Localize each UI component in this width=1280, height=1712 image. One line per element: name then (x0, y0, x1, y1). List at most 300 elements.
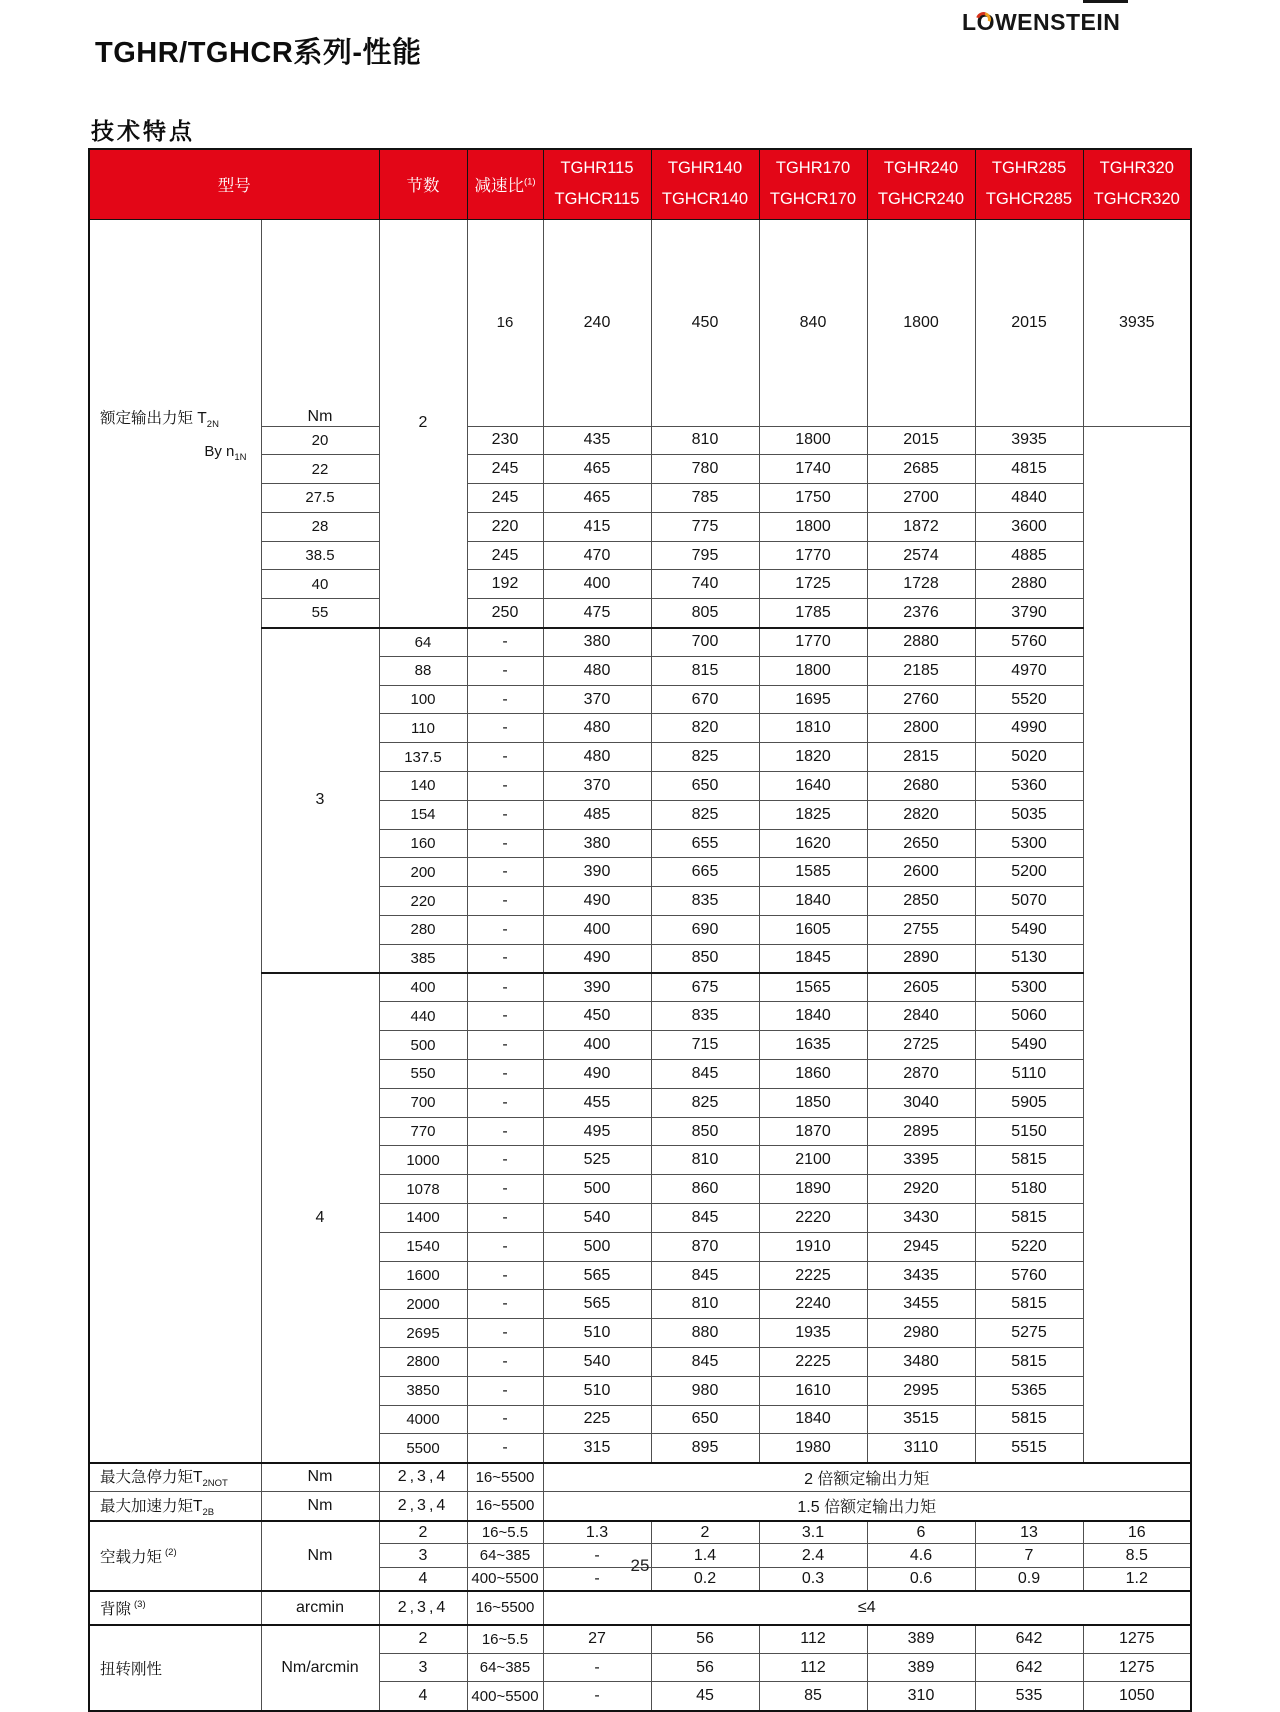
torque-value-cell: - (467, 772, 543, 801)
torque-value-cell: 5130 (975, 944, 1083, 973)
torque-value-cell: 1800 (759, 656, 867, 685)
torque-value-cell: 780 (651, 455, 759, 484)
torque-value-cell: 475 (543, 599, 651, 628)
sections-cell: 2,3,4 (379, 1463, 467, 1492)
merged-value-cell: ≤4 (543, 1591, 1191, 1625)
model-column-header-tghr285 (975, 149, 1083, 219)
torque-value-cell: 1750 (759, 484, 867, 513)
reduction-ratio-cell: 40 (261, 570, 379, 599)
reduction-ratio-cell: 38.5 (261, 541, 379, 570)
torque-value-cell: 1860 (759, 1060, 867, 1089)
reduction-ratio-cell: 770 (379, 1117, 467, 1146)
torque-value-cell: 775 (651, 512, 759, 541)
torque-value-cell: 1610 (759, 1376, 867, 1405)
sections-cell: 3 (379, 1653, 467, 1682)
value-cell: 56 (651, 1625, 759, 1654)
logo-letter-o (977, 9, 995, 36)
torque-value-cell: - (467, 1319, 543, 1348)
max-estop-torque-row (89, 1463, 1191, 1492)
merged-value-cell: 2 倍额定输出力矩 (543, 1463, 1191, 1492)
torque-value-cell: 655 (651, 829, 759, 858)
value-cell: 642 (975, 1653, 1083, 1682)
torque-value-cell: 1725 (759, 570, 867, 599)
torque-value-cell: 2185 (867, 656, 975, 685)
value-cell: 1050 (1083, 1682, 1191, 1711)
value-cell: 7 (975, 1544, 1083, 1567)
torque-value-cell: 380 (543, 829, 651, 858)
value-cell: 85 (759, 1682, 867, 1711)
torque-value-cell: 2945 (867, 1232, 975, 1261)
torque-value-cell: 2895 (867, 1117, 975, 1146)
value-cell: 6 (867, 1521, 975, 1544)
torque-value-cell: 2850 (867, 887, 975, 916)
torque-value-cell: 4840 (975, 484, 1083, 513)
torque-value-cell: 2755 (867, 916, 975, 945)
model-top-label: TGHR240 (883, 159, 959, 178)
torque-value-cell: 2240 (759, 1290, 867, 1319)
torque-value-cell: 3480 (867, 1348, 975, 1377)
torque-value-cell: 2225 (759, 1261, 867, 1290)
torque-value-cell: - (467, 858, 543, 887)
torque-value-cell: - (467, 973, 543, 1002)
torque-value-cell: 5300 (975, 973, 1083, 1002)
torque-value-cell: 1872 (867, 512, 975, 541)
torque-value-cell: 540 (543, 1348, 651, 1377)
torque-value-cell: - (467, 944, 543, 973)
torque-value-cell: 480 (543, 743, 651, 772)
value-cell: 1.2 (1083, 1567, 1191, 1590)
torque-value-cell: 835 (651, 1002, 759, 1031)
torque-value-cell: - (467, 1348, 543, 1377)
row-label-cell: 扭转刚性 (89, 1625, 261, 1711)
torque-value-cell: - (467, 800, 543, 829)
torque-value-cell: 1840 (759, 887, 867, 916)
torque-value-cell: 810 (651, 1146, 759, 1175)
reduction-ratio-cell: 3850 (379, 1376, 467, 1405)
torque-value-cell: 5815 (975, 1405, 1083, 1434)
torque-value-cell: 3395 (867, 1146, 975, 1175)
torque-value-cell: 2980 (867, 1319, 975, 1348)
sections-cell: 2,3,4 (379, 1492, 467, 1521)
torque-value-cell: 370 (543, 685, 651, 714)
torque-value-cell: 230 (467, 426, 543, 455)
torque-value-cell: 435 (543, 426, 651, 455)
reduction-ratio-cell: 500 (379, 1031, 467, 1060)
reduction-ratio-cell: 100 (379, 685, 467, 714)
torque-value-cell: 850 (651, 1117, 759, 1146)
unit-cell: Nm/arcmin (261, 1625, 379, 1711)
torque-value-cell: 450 (543, 1002, 651, 1031)
torque-value-cell: 465 (543, 455, 651, 484)
torque-value-cell: - (467, 1405, 543, 1434)
torque-value-cell: - (467, 743, 543, 772)
torque-value-cell: 500 (543, 1175, 651, 1204)
torque-value-cell: 2685 (867, 455, 975, 484)
value-cell: 2 (651, 1521, 759, 1544)
model-column-header-tghr320 (1083, 149, 1191, 219)
reduction-ratio-cell: 1400 (379, 1204, 467, 1233)
torque-value-cell: - (467, 1204, 543, 1233)
label-subscript: 2B (202, 1506, 215, 1518)
torque-value-cell: 5365 (975, 1376, 1083, 1405)
reduction-ratio-cell: 550 (379, 1060, 467, 1089)
value-cell: 112 (759, 1653, 867, 1682)
reduction-ratio-cell: 88 (379, 656, 467, 685)
torque-value-cell: 1728 (867, 570, 975, 599)
torque-value-cell: 820 (651, 714, 759, 743)
ratio-range-cell: 16~5500 (467, 1463, 543, 1492)
torque-value-cell: 490 (543, 944, 651, 973)
model-top-label: TGHR285 (991, 159, 1067, 178)
torque-value-cell: 2605 (867, 973, 975, 1002)
torque-value-cell: 2820 (867, 800, 975, 829)
torque-value-cell: 2015 (867, 426, 975, 455)
torque-value-cell: 5520 (975, 685, 1083, 714)
ratio-range-cell: 400~5500 (467, 1567, 543, 1590)
value-cell: 0.9 (975, 1567, 1083, 1590)
torque-value-cell: 490 (543, 887, 651, 916)
sections-header-cell: 节数 (379, 149, 467, 219)
merged-value-cell: 1.5 倍额定输出力矩 (543, 1492, 1191, 1521)
torque-value-cell: 5905 (975, 1088, 1083, 1117)
value-cell: 0.3 (759, 1567, 867, 1590)
torque-value-cell: 565 (543, 1290, 651, 1319)
sections-count-cell: 2 (379, 219, 467, 628)
torque-value-cell: - (467, 714, 543, 743)
torque-value-cell: 670 (651, 685, 759, 714)
value-cell: 389 (867, 1653, 975, 1682)
sections-count-cell: 3 (261, 628, 379, 974)
page-number: 25 (630, 1556, 650, 1575)
value-cell: 1.3 (543, 1521, 651, 1544)
reduction-ratio-cell: 160 (379, 829, 467, 858)
torque-value-cell: 825 (651, 743, 759, 772)
label-subscript: 2NOT (202, 1478, 228, 1490)
ratio-range-cell: 16~5500 (467, 1591, 543, 1625)
sections-cell: 3 (379, 1544, 467, 1567)
value-cell: 56 (651, 1653, 759, 1682)
reduction-ratio-cell: 5500 (379, 1434, 467, 1463)
torque-value-cell: 2220 (759, 1204, 867, 1233)
torque-value-cell: 5200 (975, 858, 1083, 887)
torque-value-cell: 740 (651, 570, 759, 599)
table-header-row (89, 149, 1191, 219)
torque-value-cell: 1770 (759, 628, 867, 657)
torque-value-cell: - (467, 1146, 543, 1175)
value-cell: 0.6 (867, 1567, 975, 1590)
torque-value-cell: 3435 (867, 1261, 975, 1290)
torque-value-cell: 5515 (975, 1434, 1083, 1463)
value-cell: - (543, 1567, 651, 1590)
torque-value-cell: 1890 (759, 1175, 867, 1204)
value-cell: 1.4 (651, 1544, 759, 1567)
row-label-cell: 最大急停力矩$T_{2NOT}$ (89, 1463, 261, 1492)
reduction-ratio-cell: 385 (379, 944, 467, 973)
torque-value-cell: 3040 (867, 1088, 975, 1117)
torque-value-cell: 390 (543, 858, 651, 887)
torque-value-cell: 3790 (975, 599, 1083, 628)
model-header-cell: 型号 (89, 149, 379, 219)
torque-value-cell: 540 (543, 1204, 651, 1233)
torque-value-cell: - (467, 1088, 543, 1117)
torque-value-cell: 415 (543, 512, 651, 541)
torque-value-cell: 1810 (759, 714, 867, 743)
torque-value-cell: 1935 (759, 1319, 867, 1348)
torque-value-cell: 5220 (975, 1232, 1083, 1261)
sections-cell: 2 (379, 1625, 467, 1654)
torque-value-cell: 225 (543, 1405, 651, 1434)
reduction-ratio-cell: 1078 (379, 1175, 467, 1204)
model-top-label: TGHR320 (1099, 159, 1174, 178)
model-top-label: TGHR170 (775, 159, 851, 178)
torque-value-cell: - (467, 829, 543, 858)
torque-value-cell: 2870 (867, 1060, 975, 1089)
torque-value-cell: 5020 (975, 743, 1083, 772)
torque-value-cell: 250 (467, 599, 543, 628)
torque-value-cell: 490 (543, 1060, 651, 1089)
reduction-ratio-cell: 137.5 (379, 743, 467, 772)
torque-value-cell: 1850 (759, 1088, 867, 1117)
torque-value-cell: 2700 (867, 484, 975, 513)
sections-cell: 2 (379, 1521, 467, 1544)
rated-torque-label-cell (89, 219, 261, 1463)
torque-value-cell: 5760 (975, 628, 1083, 657)
torque-value-cell: 1620 (759, 829, 867, 858)
torque-value-cell: 3935 (1083, 219, 1191, 426)
torque-value-cell: 470 (543, 541, 651, 570)
torque-value-cell: - (467, 916, 543, 945)
backlash-row (89, 1591, 1191, 1625)
model-top-label: TGHR115 (560, 159, 634, 178)
torque-value-cell: 3935 (975, 426, 1083, 455)
torque-value-cell: 1800 (759, 512, 867, 541)
torque-value-cell: 785 (651, 484, 759, 513)
label-supscript: (2) (165, 1547, 177, 1559)
reduction-ratio-cell: 64 (379, 628, 467, 657)
value-cell: 642 (975, 1625, 1083, 1654)
torque-value-cell: 700 (651, 628, 759, 657)
torque-value-cell: 2100 (759, 1146, 867, 1175)
torque-value-cell: 835 (651, 887, 759, 916)
torque-value-cell: 370 (543, 772, 651, 801)
model-bottom-label: TGHCR170 (769, 190, 857, 209)
torque-value-cell: 3600 (975, 512, 1083, 541)
torque-value-cell: 1565 (759, 973, 867, 1002)
page-crop-mark (1083, 0, 1128, 3)
torque-value-cell: 2015 (975, 219, 1083, 426)
reduction-ratio-cell: 16 (467, 219, 543, 426)
torque-value-cell: 845 (651, 1060, 759, 1089)
rated-torque-row (89, 219, 1191, 426)
torque-value-cell: - (467, 1434, 543, 1463)
torque-value-cell: - (467, 685, 543, 714)
torque-value-cell: 2760 (867, 685, 975, 714)
value-cell: 8.5 (1083, 1544, 1191, 1567)
value-cell: 3.1 (759, 1521, 867, 1544)
torque-value-cell: 2574 (867, 541, 975, 570)
row-label-cell: 空载力矩 $^{(2)}$ (89, 1521, 261, 1591)
row-label-cell: 背隙 $^{(3)}$ (89, 1591, 261, 1625)
torque-value-cell: 845 (651, 1348, 759, 1377)
model-column-header-tghr170 (759, 149, 867, 219)
torque-value-cell: 860 (651, 1175, 759, 1204)
torque-value-cell: 4815 (975, 455, 1083, 484)
torque-value-cell: 5275 (975, 1319, 1083, 1348)
value-cell: 1275 (1083, 1625, 1191, 1654)
reduction-ratio-cell: 28 (261, 512, 379, 541)
torque-value-cell: 3455 (867, 1290, 975, 1319)
no-load-torque-row (89, 1521, 1191, 1544)
ratio-range-cell: 400~5500 (467, 1682, 543, 1711)
rated-torque-byline: By $n_{1N}$ (204, 442, 247, 463)
model-bottom-label: TGHCR285 (985, 190, 1073, 209)
torque-value-cell: - (467, 1175, 543, 1204)
value-cell: 1275 (1083, 1653, 1191, 1682)
sections-cell: 4 (379, 1567, 467, 1590)
torque-value-cell: 450 (651, 219, 759, 426)
torque-value-cell: 1640 (759, 772, 867, 801)
torque-value-cell: 192 (467, 570, 543, 599)
torque-value-cell: 5760 (975, 1261, 1083, 1290)
torque-value-cell: 5180 (975, 1175, 1083, 1204)
torque-value-cell: 1800 (867, 219, 975, 426)
ratio-header-cell: 减速比$^{(1)}$ (467, 149, 543, 219)
torque-value-cell: 870 (651, 1232, 759, 1261)
reduction-ratio-cell: 200 (379, 858, 467, 887)
reduction-ratio-cell: 110 (379, 714, 467, 743)
reduction-ratio-cell: 220 (379, 887, 467, 916)
torque-value-cell: 5360 (975, 772, 1083, 801)
ratio-range-cell: 16~5500 (467, 1492, 543, 1521)
torque-value-cell: 510 (543, 1376, 651, 1405)
logo-letter-o-glyph: O (976, 9, 995, 35)
model-bottom-label: TGHCR320 (1093, 190, 1180, 209)
reduction-ratio-cell: 22 (261, 455, 379, 484)
torque-value-cell: 2815 (867, 743, 975, 772)
torque-value-cell: 1980 (759, 1434, 867, 1463)
torque-value-cell: 2890 (867, 944, 975, 973)
torque-value-cell: 400 (543, 570, 651, 599)
torque-value-cell: 825 (651, 1088, 759, 1117)
torque-value-cell: 650 (651, 772, 759, 801)
torque-value-cell: 400 (543, 916, 651, 945)
torque-value-cell: 845 (651, 1204, 759, 1233)
reduction-ratio-cell: 2800 (379, 1348, 467, 1377)
torque-value-cell: 2650 (867, 829, 975, 858)
torque-value-cell: 245 (467, 455, 543, 484)
model-bottom-label: TGHCR240 (877, 190, 965, 209)
unit-cell: Nm (261, 1463, 379, 1492)
reduction-ratio-cell: 140 (379, 772, 467, 801)
unit-cell: Nm (261, 1521, 379, 1591)
torque-value-cell: 850 (651, 944, 759, 973)
torque-value-cell: 5815 (975, 1348, 1083, 1377)
unit-cell: Nm (261, 1492, 379, 1521)
torque-value-cell: 1820 (759, 743, 867, 772)
model-bottom-label: TGHCR140 (661, 190, 749, 209)
row-label-cell: 最大加速力矩$T_{2B}$ (89, 1492, 261, 1521)
torque-value-cell: 3110 (867, 1434, 975, 1463)
torque-value-cell: 2880 (975, 570, 1083, 599)
torque-value-cell: 1785 (759, 599, 867, 628)
torque-value-cell: 815 (651, 656, 759, 685)
torque-value-cell: 510 (543, 1319, 651, 1348)
section-heading: 技术特点 (91, 118, 195, 144)
torque-value-cell: 565 (543, 1261, 651, 1290)
torque-value-cell: 2725 (867, 1031, 975, 1060)
torque-value-cell: 245 (467, 484, 543, 513)
torque-value-cell: 500 (543, 1232, 651, 1261)
torque-value-cell: 825 (651, 800, 759, 829)
reduction-ratio-cell: 20 (261, 426, 379, 455)
spec-table-head (89, 149, 1191, 219)
reduction-ratio-cell: 1000 (379, 1146, 467, 1175)
torque-value-cell: 2600 (867, 858, 975, 887)
label-supscript: (1) (523, 176, 536, 188)
sections-cell: 4 (379, 1682, 467, 1711)
torque-value-cell: 2680 (867, 772, 975, 801)
torque-value-cell: 390 (543, 973, 651, 1002)
torque-value-cell: 400 (543, 1031, 651, 1060)
torque-value-cell: 675 (651, 973, 759, 1002)
value-cell: - (543, 1682, 651, 1711)
torque-value-cell: 455 (543, 1088, 651, 1117)
ratio-range-cell: 16~5.5 (467, 1625, 543, 1654)
torque-value-cell: 240 (543, 219, 651, 426)
torque-value-cell: 480 (543, 656, 651, 685)
torque-value-cell: 2995 (867, 1376, 975, 1405)
torque-value-cell: 2225 (759, 1348, 867, 1377)
torque-value-cell: - (467, 1060, 543, 1089)
torque-value-cell: 5300 (975, 829, 1083, 858)
reduction-ratio-cell: 27.5 (261, 484, 379, 513)
value-cell: 389 (867, 1625, 975, 1654)
torque-value-cell: 245 (467, 541, 543, 570)
torque-value-cell: 480 (543, 714, 651, 743)
torque-value-cell: - (467, 1290, 543, 1319)
torque-value-cell: 1870 (759, 1117, 867, 1146)
max-accel-torque-row (89, 1492, 1191, 1521)
torque-value-cell: 1845 (759, 944, 867, 973)
torque-value-cell: 2880 (867, 628, 975, 657)
torque-value-cell: 5815 (975, 1204, 1083, 1233)
label-subscript: 1N (234, 451, 247, 463)
value-cell: 16 (1083, 1521, 1191, 1544)
torque-value-cell: 5490 (975, 916, 1083, 945)
spec-table-body (89, 219, 1191, 1711)
torque-value-cell: 880 (651, 1319, 759, 1348)
torque-value-cell: 5070 (975, 887, 1083, 916)
rated-torque-label: 额定输出力矩 $T_{2N}$ (100, 409, 219, 430)
ratio-range-cell: 64~385 (467, 1653, 543, 1682)
reduction-ratio-cell: 154 (379, 800, 467, 829)
torque-value-cell: 3515 (867, 1405, 975, 1434)
torque-value-cell: 665 (651, 858, 759, 887)
torque-value-cell: 380 (543, 628, 651, 657)
rated-torque-unit-cell: Nm (261, 219, 379, 426)
reduction-ratio-cell: 700 (379, 1088, 467, 1117)
torque-value-cell: 315 (543, 1434, 651, 1463)
reduction-ratio-cell: 440 (379, 1002, 467, 1031)
torque-value-cell: 465 (543, 484, 651, 513)
torque-value-cell: 2800 (867, 714, 975, 743)
torque-value-cell: 690 (651, 916, 759, 945)
model-top-label: TGHR140 (667, 159, 743, 178)
ratio-range-cell: 16~5.5 (467, 1521, 543, 1544)
torque-value-cell: 4970 (975, 656, 1083, 685)
torque-value-cell: 1825 (759, 800, 867, 829)
value-cell: - (543, 1653, 651, 1682)
